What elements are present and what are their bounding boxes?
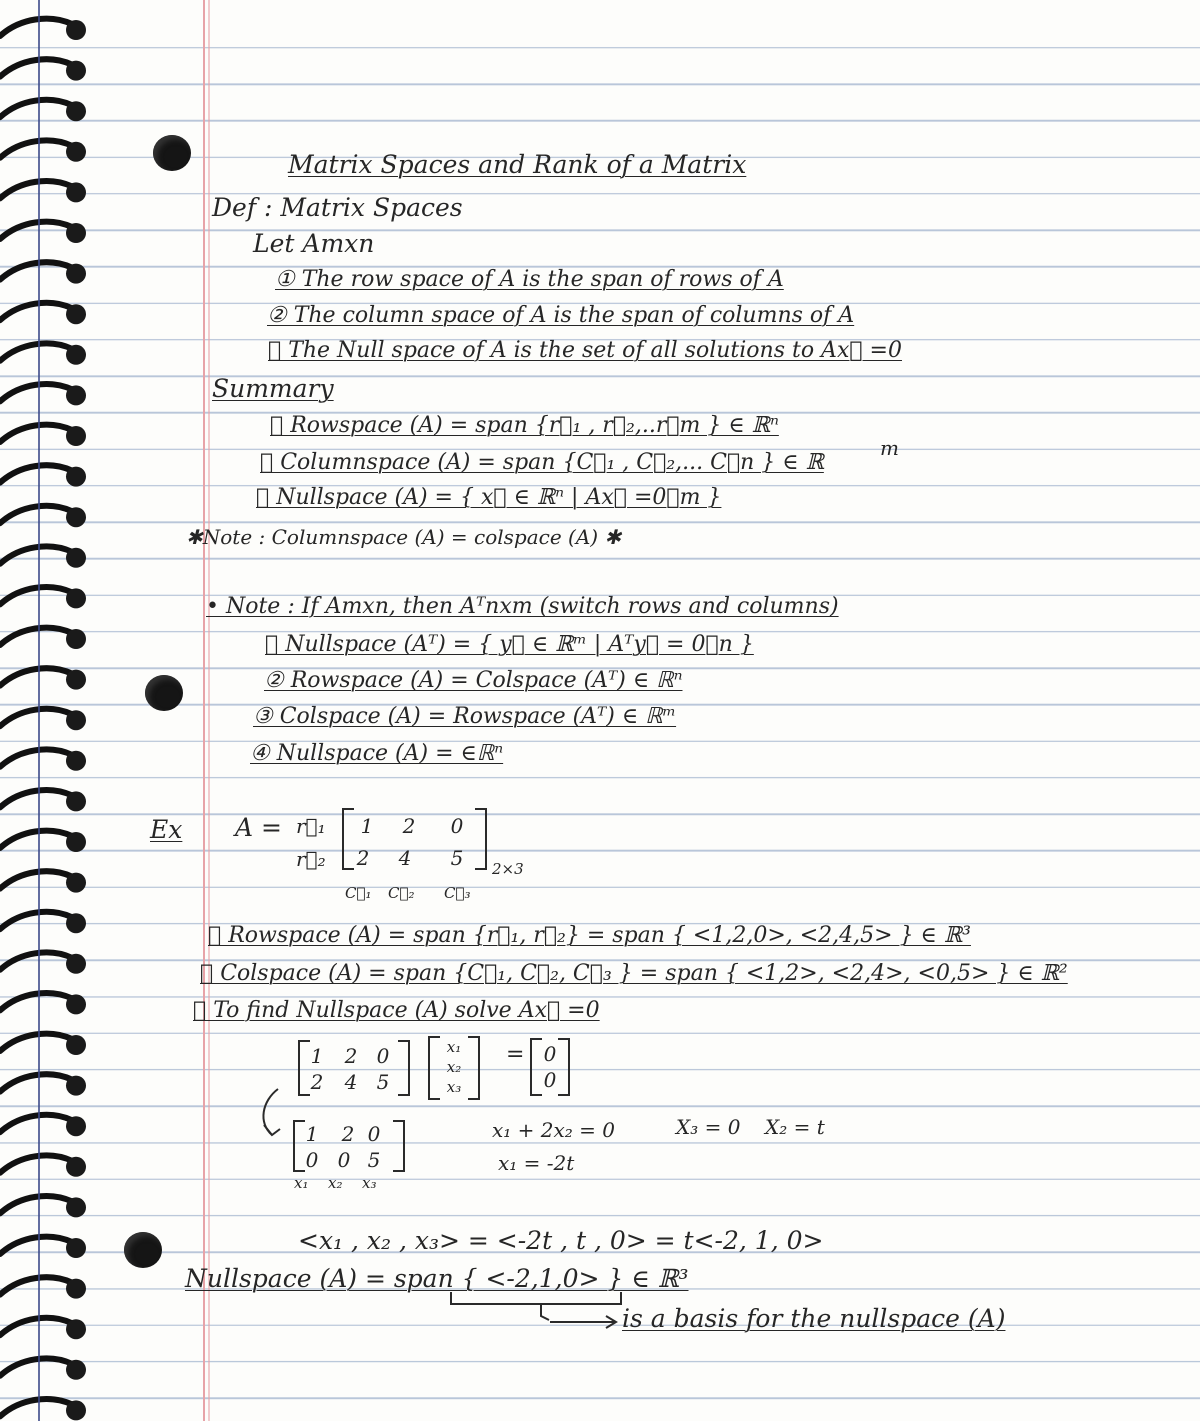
spiral-coil [0,1318,86,1339]
matrix-cell: 1 [305,1122,319,1146]
transpose-item-2: ② Rowspace (A) = Colspace (Aᵀ) ∈ ℝⁿ [264,668,683,693]
spiral-coil [0,303,86,324]
example-row-label-1: r⃗₁ [296,814,326,838]
matrix-cell: 5 [450,846,464,870]
definition-heading: Def : Matrix Spaces [212,193,463,222]
spiral-coil [0,343,86,364]
spiral-binding [0,0,110,1421]
summary-note: ✱Note : Columnspace (A) = colspace (A) ✱ [186,525,622,549]
system-equals: = [506,1042,525,1067]
spiral-coil [0,952,86,973]
margin-line-secondary [208,0,210,1421]
transpose-note-heading: • Note : If Amxn, then Aᵀnxm (switch rows and columns) [206,594,839,619]
matrix-cell: 1 [310,1044,324,1068]
spiral-coil [0,1399,86,1420]
x3-value: X₃ = 0 [676,1115,741,1139]
spiral-coil [0,1358,86,1379]
matrix-cell: 0 [367,1122,381,1146]
summary-heading: Summary [212,374,334,403]
matrix-cell: 2 [310,1070,324,1094]
spiral-coil [0,1155,86,1176]
matrix-cell: 4 [398,846,412,870]
margin-line [203,0,205,1421]
spiral-coil [0,425,86,446]
spiral-coil [0,59,86,80]
vector-cell: 0 [543,1068,557,1092]
definition-let: Let Amxn [253,229,375,258]
reduced-var-label-3: x₃ [362,1174,377,1192]
definition-item-3: ③ The Null space of A is the set of all solutions to Ax⃗ =0 [268,338,902,363]
example-col-label-2: C⃗₂ [388,884,415,902]
spiral-coil [0,384,86,405]
spiral-coil [0,831,86,852]
transpose-item-1: ① Nullspace (Aᵀ) = { y⃗ ∈ ℝᵐ | Aᵀy⃗ = 0⃗n } [265,632,754,657]
matrix-cell: 1 [360,814,374,838]
spiral-coil [0,668,86,689]
x2-value: X₂ = t [765,1115,825,1139]
spiral-coils [0,0,110,1421]
spiral-coil [0,709,86,730]
spiral-coil [0,1074,86,1095]
spiral-coil [0,628,86,649]
summary-superscript-m: m [880,436,899,460]
spiral-coil [0,1034,86,1055]
spiral-coil [0,790,86,811]
matrix-right-bracket [468,1036,480,1100]
transpose-item-4: ④ Nullspace (A) = ∈ℝⁿ [250,741,504,766]
punch-hole-top [153,135,191,171]
example-a-equals: A = [235,813,282,842]
matrix-cell: 2 [402,814,416,838]
spiral-coil [0,912,86,933]
nullspace-result: Nullspace (A) = span { <-2,1,0> } ∈ ℝ³ [185,1264,689,1293]
vector-cell: 0 [543,1042,557,1066]
vector-cell: x₂ [446,1058,462,1076]
spiral-coil [0,1115,86,1136]
example-col-label-3: C⃗₃ [444,884,471,902]
variable-vector [428,1036,480,1100]
basis-arrow-icon [548,1312,622,1332]
coefficient-matrix [298,1040,410,1096]
summary-item-3: ③ Nullspace (A) = { x⃗ ∈ ℝⁿ | Ax⃗ =0⃗m } [256,485,722,510]
matrix-cell: 2 [356,846,370,870]
page-title: Matrix Spaces and Rank of a Matrix [288,150,747,179]
example-matrix-size: 2×3 [492,860,524,878]
spiral-coil [0,1196,86,1217]
matrix-cell: 5 [376,1070,390,1094]
spiral-coil [0,222,86,243]
punch-hole-bottom [124,1232,162,1268]
summary-item-2: ② Columnspace (A) = span {C⃗₁ , C⃗₂,... C⃗n } ∈ ℝ [260,450,824,475]
example-row-label-2: r⃗₂ [296,847,326,871]
solution-vector: <x₁ , x₂ , x₃> = <-2t , t , 0> = t<-2, 1, 0> [298,1226,824,1255]
summary-item-1: ① Rowspace (A) = span {r⃗₁ , r⃗₂,..r⃗m } ∈ ℝⁿ [270,413,779,438]
example-result-3: ③ To find Nullspace (A) solve Ax⃗ =0 [193,998,600,1023]
definition-item-1: ① The row space of A is the span of rows of A [275,267,784,292]
spiral-coil [0,546,86,567]
spiral-coil [0,1277,86,1298]
zero-vector [530,1038,570,1096]
binding-rule [38,0,40,1421]
reduced-var-label-2: x₂ [328,1174,343,1192]
example-matrix [342,808,487,870]
matrix-cell: 2 [341,1122,355,1146]
example-result-1: ① Rowspace (A) = span {r⃗₁, r⃗₂} = span { <1,2,0>, <2,4,5> } ∈ ℝ³ [208,923,971,948]
spiral-coil [0,140,86,161]
example-label: Ex [150,815,183,844]
spiral-coil [0,19,86,40]
spiral-coil [0,181,86,202]
vector-cell: x₁ [446,1038,462,1056]
matrix-cell: 0 [376,1044,390,1068]
spiral-coil [0,993,86,1014]
spiral-coil [0,506,86,527]
spiral-coil [0,587,86,608]
reduced-matrix [293,1120,405,1172]
example-col-label-1: C⃗₁ [345,884,372,902]
vector-cell: x₃ [446,1078,462,1096]
matrix-cell: 2 [344,1044,358,1068]
matrix-right-bracket [475,808,487,870]
spiral-coil [0,465,86,486]
reduced-var-label-1: x₁ [294,1174,309,1192]
spiral-coil [0,871,86,892]
matrix-cell: 5 [367,1148,381,1172]
matrix-right-bracket [398,1040,410,1096]
transpose-item-3: ③ Colspace (A) = Rowspace (Aᵀ) ∈ ℝᵐ [253,704,677,729]
matrix-cell: 0 [305,1148,319,1172]
spiral-coil [0,100,86,121]
example-result-2: ② Colspace (A) = span {C⃗₁, C⃗₂, C⃗₃ } = span { <1,2>, <2,4>, <0,5> } ∈ ℝ² [200,961,1068,986]
basis-note: is a basis for the nullspace (A) [622,1304,1006,1333]
equation-2: x₁ = -2t [498,1151,575,1175]
definition-item-2: ② The column space of A is the span of columns of A [267,303,855,328]
matrix-cell: 4 [344,1070,358,1094]
spiral-coil [0,262,86,283]
spiral-coil [0,1237,86,1258]
matrix-cell: 0 [337,1148,351,1172]
matrix-right-bracket [393,1120,405,1172]
equation-1: x₁ + 2x₂ = 0 [492,1118,615,1142]
punch-hole-middle [145,675,183,711]
spiral-coil [0,749,86,770]
matrix-cell: 0 [450,814,464,838]
